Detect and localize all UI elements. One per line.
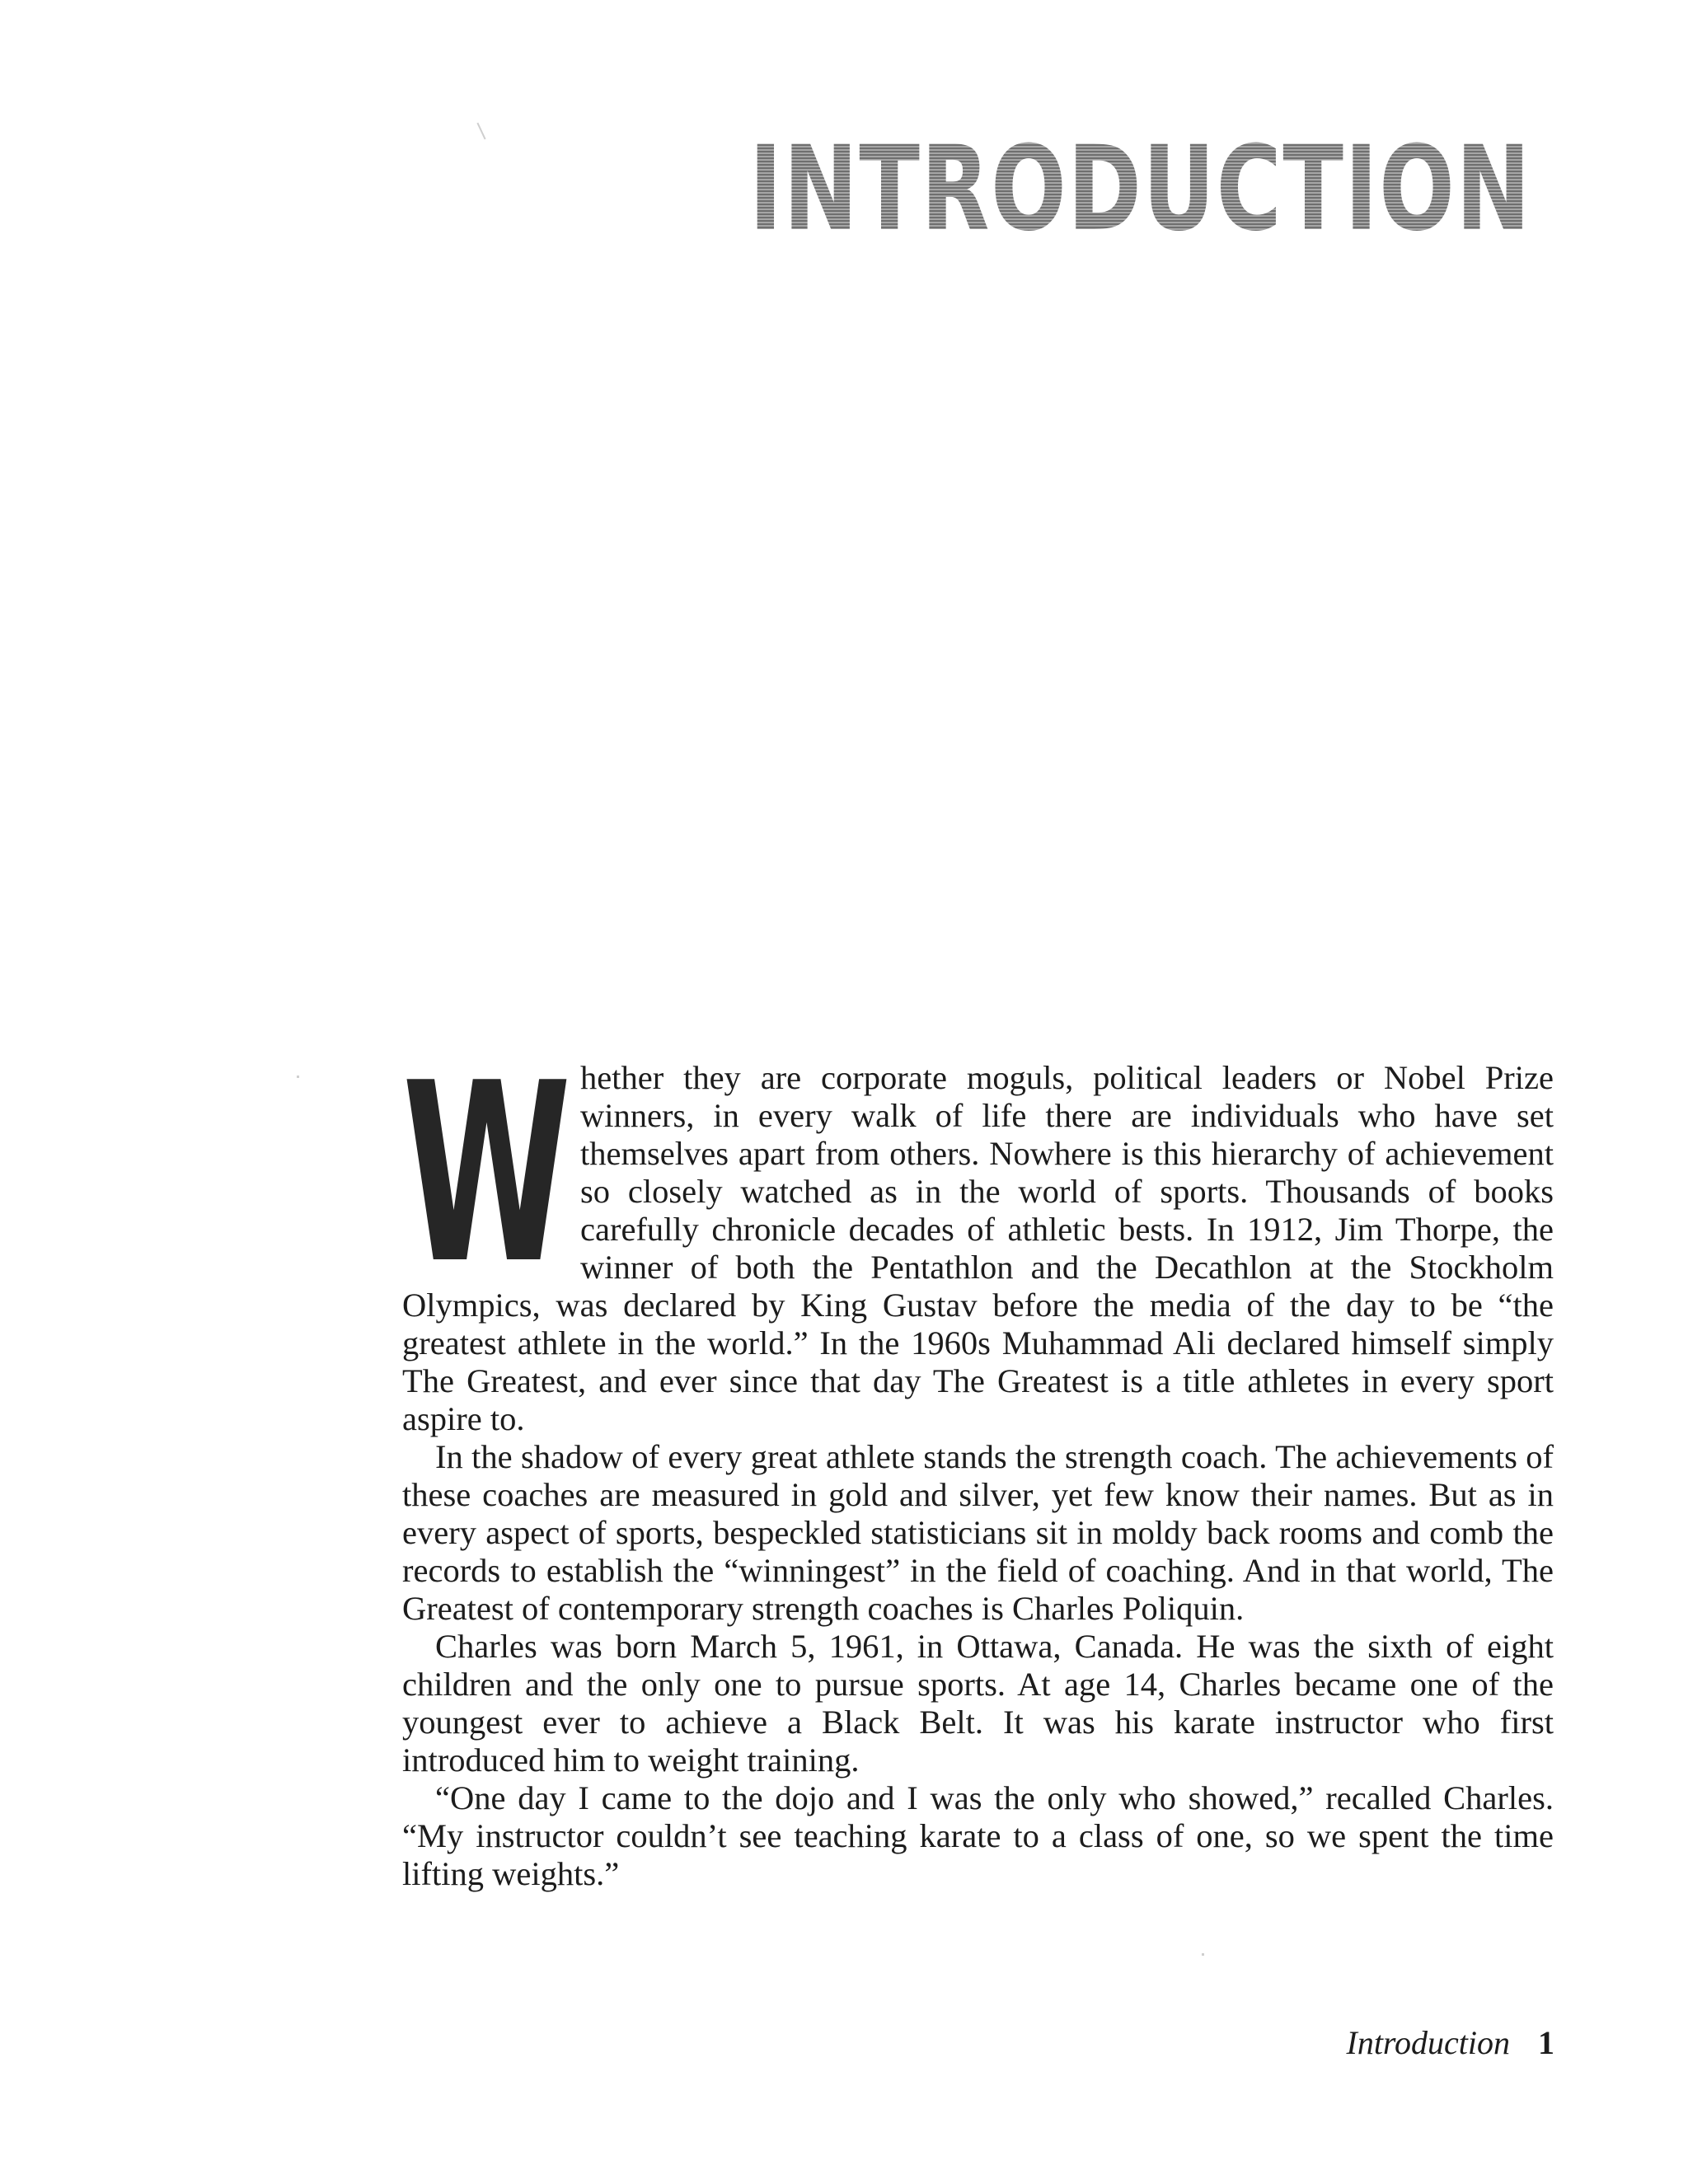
drop-cap: W (402, 1030, 572, 1318)
chapter-title: INTRODUCTION (748, 121, 1531, 257)
running-head: Introduction (1346, 2024, 1510, 2061)
scan-speck (1202, 1953, 1204, 1956)
page-footer (1347, 2023, 1555, 2062)
paragraph-3: Charles was born March 5, 1961, in Ottawa, Canada. He was the sixth of eight children and the only one to pursue sports. At age 14, Charles became one of the youngest ever to achieve a Black Belt. It was his karate instructor who first introduced him to weight training. (402, 1628, 1554, 1779)
body-text (402, 1030, 1554, 1893)
scan-speck (297, 1076, 299, 1078)
scan-speck (476, 123, 485, 140)
paragraph-1 (402, 1030, 1554, 1438)
paragraph-2: In the shadow of every great athlete stands the strength coach. The achievements of these coaches are measured in gold and silver, yet few know their names. But as in every aspect of sports, bespeckled statisticians sit in moldy back rooms and comb the records to establish the “winningest” in the field of coaching. And in that world, The Greatest of contemporary strength coaches is Charles Poliquin. (402, 1438, 1554, 1627)
paragraph-4: “One day I came to the dojo and I was the only who showed,” recalled Charles. “My instructor couldn’t see teaching karate to a class of one, so we spent the time lifting weights.” (402, 1779, 1554, 1892)
paragraph-1-text: hether they are corporate moguls, political leaders or Nobel Prize winners, in every walk of life there are individuals who have set themselves apart from others. Nowhere is this hierarchy of achievement so closely watched as in the world of sports. Thousands of books carefully chronicle decades of athletic bests. In 1912, Jim Thorpe, the winner of both the Pentathlon and the Decathlon at the Stockholm Olympics, was declared by King Gustav before the media of the day to be “the greatest athlete in the world.” In the 1960s Muhammad Ali declared himself simply The Greatest, and ever since that day The Greatest is a title athletes in every sport aspire to. (402, 1059, 1554, 1437)
page-number: 1 (1538, 2024, 1554, 2061)
